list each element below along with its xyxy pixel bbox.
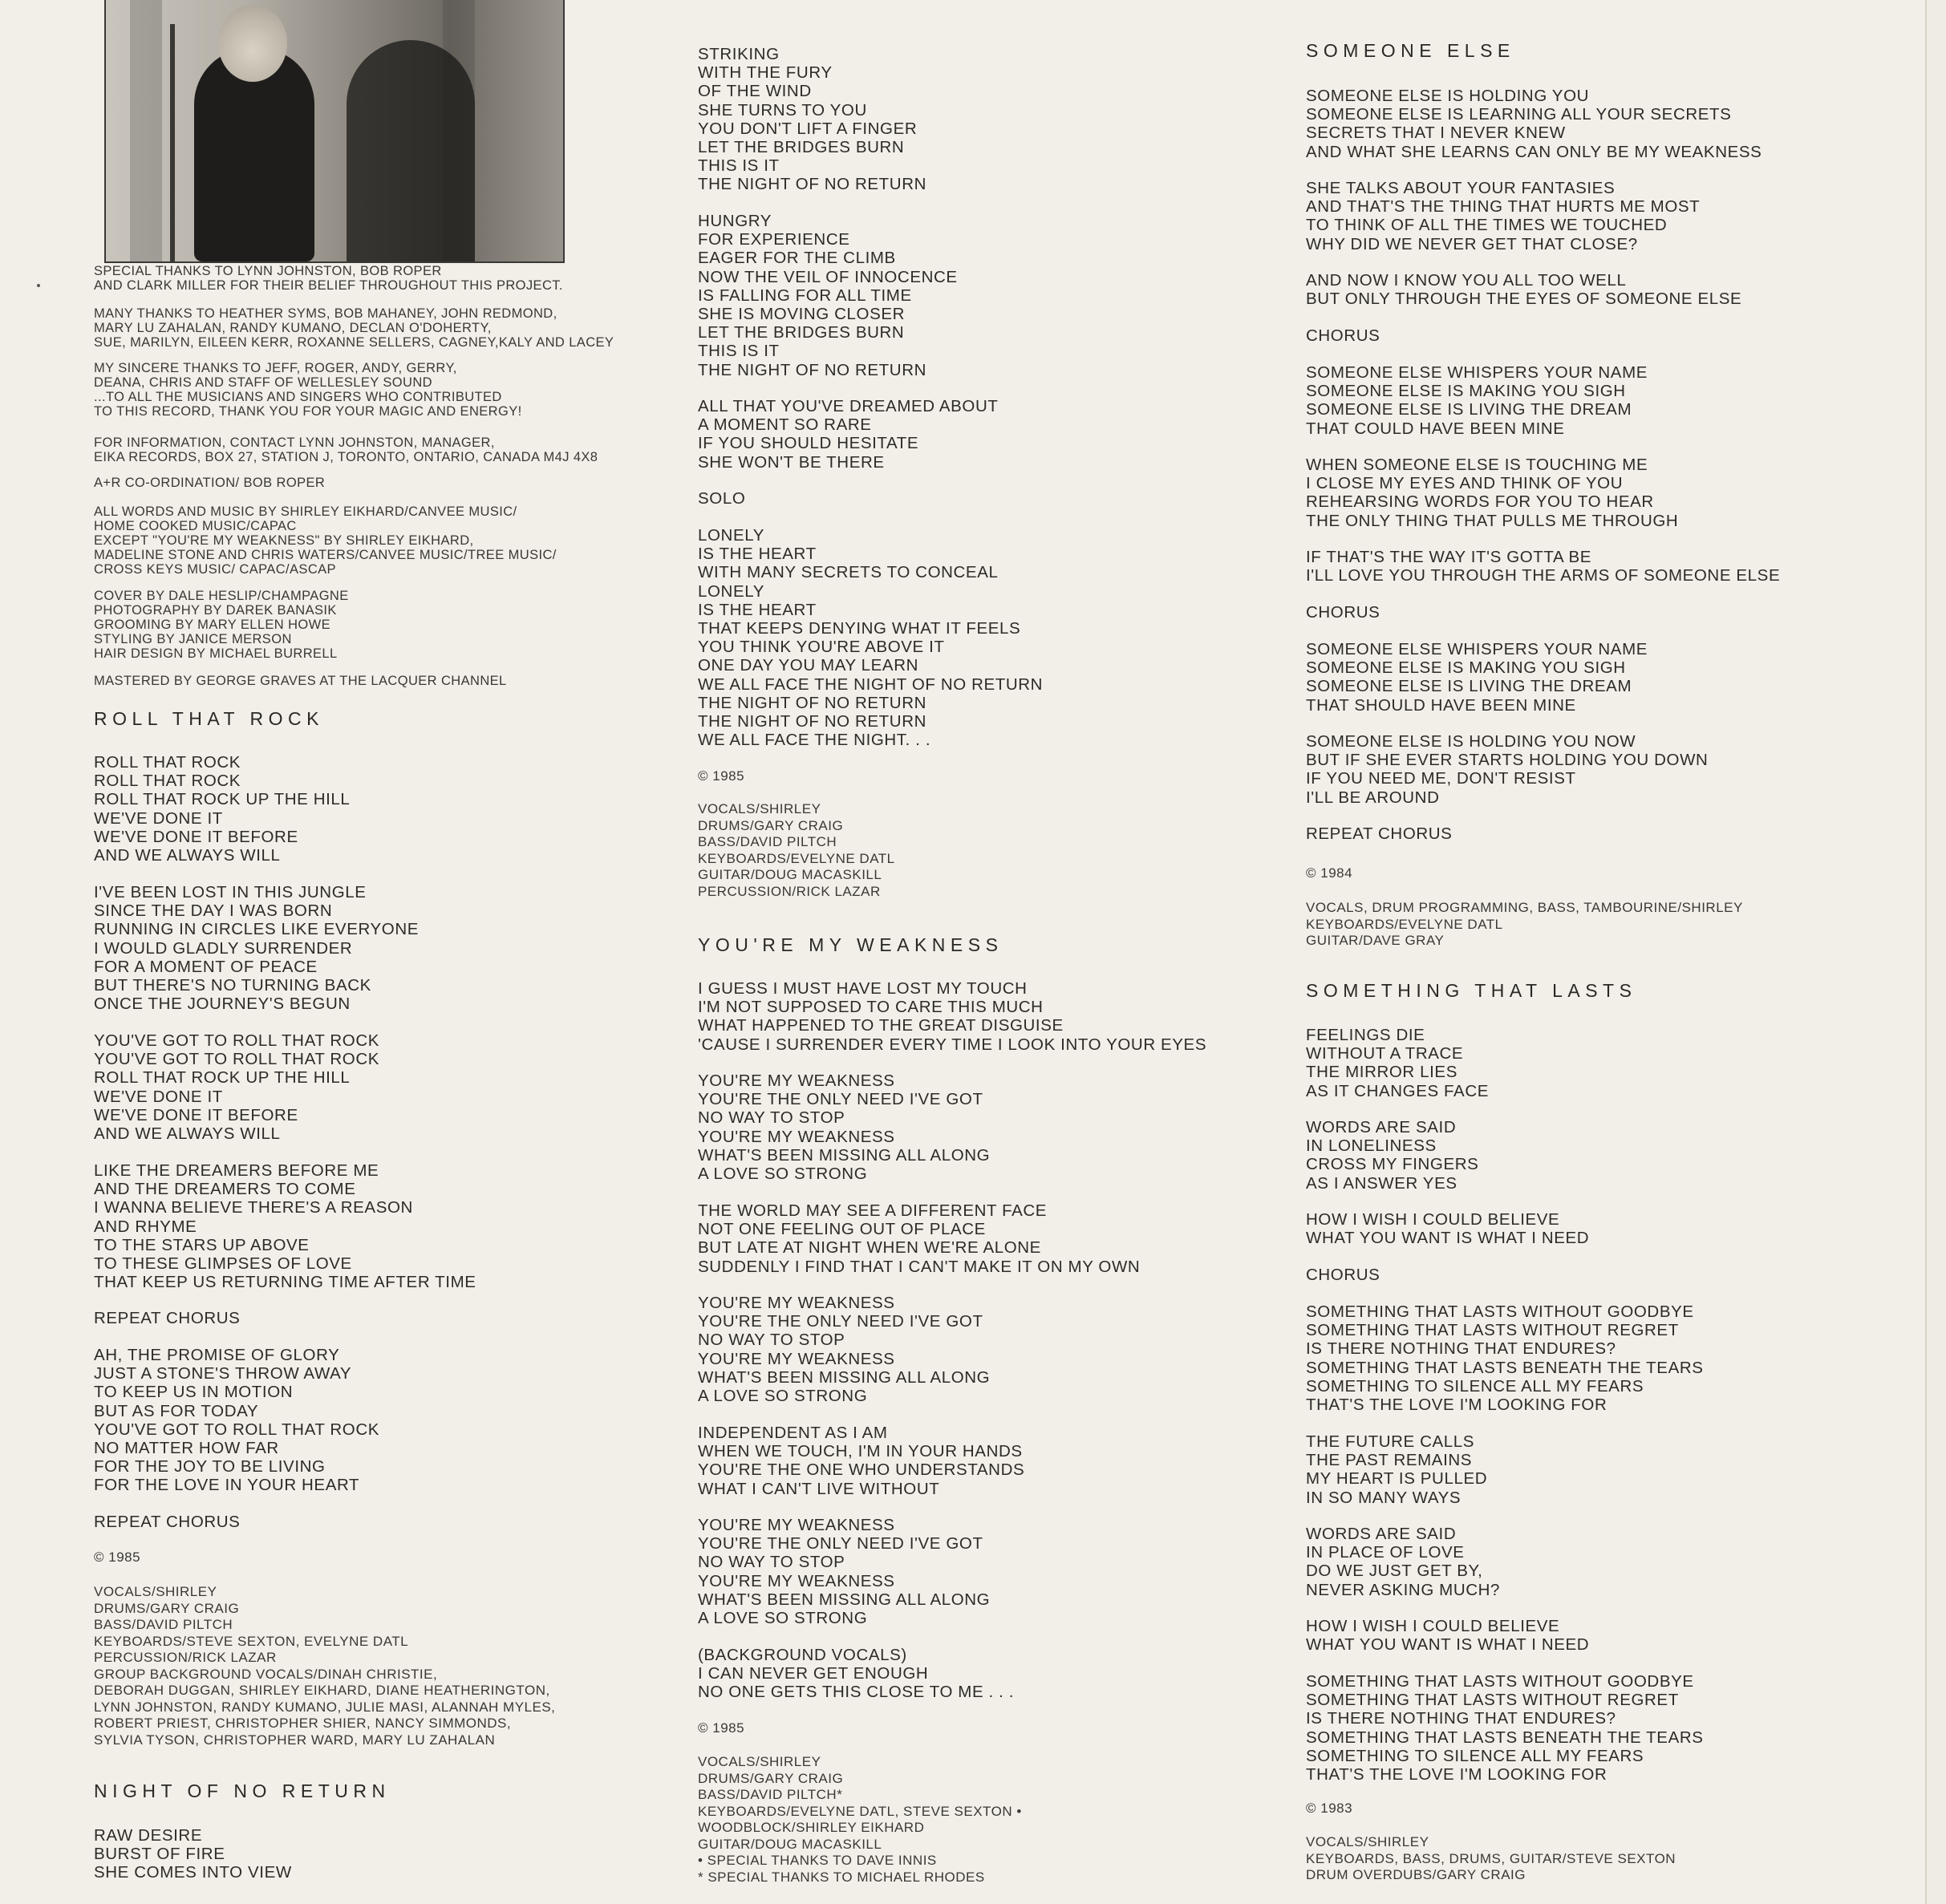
artist-photo xyxy=(104,0,565,263)
someone-else-verse: IF THAT'S THE WAY IT'S GOTTA BE I'LL LOVE YOU THROUGH THE ARMS OF SOMEONE ELSE xyxy=(1306,548,1781,585)
something-that-lasts-verse: SOMETHING THAT LASTS WITHOUT GOODBYE SOMETHING THAT LASTS WITHOUT REGRET IS THERE NOTHING THAT ENDURES? SOMETHING THAT LASTS BENEATH THE TEARS SOMETHING TO SILENCE ALL MY FEARS THAT'S THE LOVE I'M LOOKING FOR xyxy=(1306,1302,1704,1415)
someone-else-verse: SOMEONE ELSE WHISPERS YOUR NAME SOMEONE ELSE IS MAKING YOU SIGH SOMEONE ELSE IS LIVING THE DREAM THAT SHOULD HAVE BEEN MINE xyxy=(1306,640,1648,715)
credits-thanks-2: MANY THANKS TO HEATHER SYMS, BOB MAHANEY, JOHN REDMOND, MARY LU ZAHALAN, RANDY KUMANO, DECLAN O'DOHERTY, SUE, MARILYN, EILEEN KERR, ROXANNE SELLERS, CAGNEY,KALY AND LACEY xyxy=(94,306,614,350)
something-that-lasts-verse: FEELINGS DIE WITHOUT A TRACE THE MIRROR LIES AS IT CHANGES FACE xyxy=(1306,1026,1490,1100)
night-of-no-return-copyright: © 1985 xyxy=(698,768,745,784)
artist-head xyxy=(218,5,287,82)
credits-coordination: A+R CO-ORDINATION/ BOB ROPER xyxy=(94,476,326,490)
night-of-no-return-verse: SOLO xyxy=(698,489,746,508)
roll-that-rock-copyright: © 1985 xyxy=(94,1550,141,1565)
someone-else-verse: SOMEONE ELSE IS HOLDING YOU NOW BUT IF SHE EVER STARTS HOLDING YOU DOWN IF YOU NEED ME, DON'T RESIST I'LL BE AROUND xyxy=(1306,732,1709,807)
night-of-no-return-verse: RAW DESIRE BURST OF FIRE SHE COMES INTO VIEW xyxy=(94,1826,292,1882)
something-that-lasts-verse: HOW I WISH I COULD BELIEVE WHAT YOU WANT IS WHAT I NEED xyxy=(1306,1617,1590,1655)
youre-my-weakness-verse: YOU'RE MY WEAKNESS YOU'RE THE ONLY NEED I'VE GOT NO WAY TO STOP YOU'RE MY WEAKNESS WHAT'S BEEN MISSING ALL ALONG A LOVE SO STRONG xyxy=(698,1072,991,1184)
credits-thanks-1: SPECIAL THANKS TO LYNN JOHNSTON, BOB ROPER AND CLARK MILLER FOR THEIR BELIEF THROUGHOUT THIS PROJECT. xyxy=(94,264,563,293)
roll-that-rock-verse: LIKE THE DREAMERS BEFORE ME AND THE DREAMERS TO COME I WANNA BELIEVE THERE'S A REASON AND RHYME TO THE STARS UP ABOVE TO THESE GLIMPSES OF LOVE THAT KEEP US RETURNING TIME AFTER TIME xyxy=(94,1161,476,1292)
something-that-lasts-copyright: © 1983 xyxy=(1306,1801,1353,1816)
youre-my-weakness-verse: I GUESS I MUST HAVE LOST MY TOUCH I'M NOT SUPPOSED TO CARE THIS MUCH WHAT HAPPENED TO THE GREAT DISGUISE 'CAUSE I SURRENDER EVERY TIME I LOOK INTO YOUR EYES xyxy=(698,979,1207,1054)
someone-else-personnel: VOCALS, DRUM PROGRAMMING, BASS, TAMBOURINE/SHIRLEY KEYBOARDS/EVELYNE DATL GUITAR/DAVE GRAY xyxy=(1306,900,1743,948)
song-title-night-of-no-return: NIGHT OF NO RETURN xyxy=(94,1780,391,1801)
song-title-someone-else: SOMEONE ELSE xyxy=(1306,40,1515,61)
youre-my-weakness-verse: YOU'RE MY WEAKNESS YOU'RE THE ONLY NEED I'VE GOT NO WAY TO STOP YOU'RE MY WEAKNESS WHAT'S BEEN MISSING ALL ALONG A LOVE SO STRONG xyxy=(698,1294,991,1406)
song-title-youre-my-weakness: YOU'RE MY WEAKNESS xyxy=(698,934,1003,955)
something-that-lasts-verse: WORDS ARE SAID IN LONELINESS CROSS MY FINGERS AS I ANSWER YES xyxy=(1306,1118,1479,1193)
mic-stand xyxy=(170,24,175,261)
something-that-lasts-verse: SOMETHING THAT LASTS WITHOUT GOODBYE SOMETHING THAT LASTS WITHOUT REGRET IS THERE NOTHING THAT ENDURES? SOMETHING THAT LASTS BENEATH THE TEARS SOMETHING TO SILENCE ALL MY FEARS THAT'S THE LOVE I'M LOOKING FOR xyxy=(1306,1672,1704,1784)
someone-else-verse: SOMEONE ELSE IS HOLDING YOU SOMEONE ELSE IS LEARNING ALL YOUR SECRETS SECRETS THAT I NEVER KNEW AND WHAT SHE LEARNS CAN ONLY BE MY WEAKNESS xyxy=(1306,87,1762,161)
someone-else-verse: SHE TALKS ABOUT YOUR FANTASIES AND THAT'S THE THING THAT HURTS ME MOST TO THINK OF ALL THE TIMES WE TOUCHED WHY DID WE NEVER GET THAT CLOSE? xyxy=(1306,179,1701,253)
youre-my-weakness-verse: INDEPENDENT AS I AM WHEN WE TOUCH, I'M IN YOUR HANDS YOU'RE THE ONE WHO UNDERSTANDS WHAT I CAN'T LIVE WITHOUT xyxy=(698,1424,1025,1498)
night-of-no-return-verse: STRIKING WITH THE FURY OF THE WIND SHE TURNS TO YOU YOU DON'T LIFT A FINGER LET THE BRIDGES BURN THIS IS IT THE NIGHT OF NO RETURN xyxy=(698,45,927,194)
someone-else-verse: SOMEONE ELSE WHISPERS YOUR NAME SOMEONE ELSE IS MAKING YOU SIGH SOMEONE ELSE IS LIVING THE DREAM THAT COULD HAVE BEEN MINE xyxy=(1306,363,1648,438)
credits-mastered: MASTERED BY GEORGE GRAVES AT THE LACQUER CHANNEL xyxy=(94,674,507,688)
night-of-no-return-personnel: VOCALS/SHIRLEY DRUMS/GARY CRAIG BASS/DAVID PILTCH KEYBOARDS/EVELYNE DATL GUITAR/DOUG MACASKILL PERCUSSION/RICK LAZAR xyxy=(698,801,895,899)
roll-that-rock-personnel: VOCALS/SHIRLEY DRUMS/GARY CRAIG BASS/DAVID PILTCH KEYBOARDS/STEVE SEXTON, EVELYNE DATL PERCUSSION/RICK LAZAR GROUP BACKGROUND VOCALS/DINAH CHRISTIE, DEBORAH DUGGAN, SHIRLEY EIKHARD, DIANE HEATHERINGTON, LYNN JOHNSTON, RANDY KUMANO, JULIE MASI, ALANNAH MYLES, ROBERT PRIEST, CHRISTOPHER SHIER, NANCY SIMMONDS, SYLVIA TYSON, CHRISTOPHER WARD, MARY LU ZAHALAN xyxy=(94,1584,556,1748)
night-of-no-return-verse: ALL THAT YOU'VE DREAMED ABOUT A MOMENT SO RARE IF YOU SHOULD HESITATE SHE WON'T BE THERE xyxy=(698,397,999,472)
song-title-something-that-lasts: SOMETHING THAT LASTS xyxy=(1306,980,1637,1001)
something-that-lasts-verse: HOW I WISH I COULD BELIEVE WHAT YOU WANT IS WHAT I NEED xyxy=(1306,1210,1590,1248)
roll-that-rock-verse: YOU'VE GOT TO ROLL THAT ROCK YOU'VE GOT TO ROLL THAT ROCK ROLL THAT ROCK UP THE HILL WE'VE DONE IT WE'VE DONE IT BEFORE AND WE ALWAYS WILL xyxy=(94,1031,380,1144)
someone-else-verse: WHEN SOMEONE ELSE IS TOUCHING ME I CLOSE MY EYES AND THINK OF YOU REHEARSING WORDS FOR YOU TO HEAR THE ONLY THING THAT PULLS ME THROUGH xyxy=(1306,456,1679,530)
credits-contact: FOR INFORMATION, CONTACT LYNN JOHNSTON, MANAGER, EIKA RECORDS, BOX 27, STATION J, TORONTO, ONTARIO, CANADA M4J 4X8 xyxy=(94,435,598,464)
someone-else-verse: AND NOW I KNOW YOU ALL TOO WELL BUT ONLY THROUGH THE EYES OF SOMEONE ELSE xyxy=(1306,271,1742,309)
youre-my-weakness-verse: THE WORLD MAY SEE A DIFFERENT FACE NOT ONE FEELING OUT OF PLACE BUT LATE AT NIGHT WHEN WE'RE ALONE SUDDENLY I FIND THAT I CAN'T MAKE IT ON MY OWN xyxy=(698,1201,1141,1276)
someone-else-verse: CHORUS xyxy=(1306,326,1380,345)
printed-dot xyxy=(37,284,40,287)
song-title-roll-that-rock: ROLL THAT ROCK xyxy=(94,708,324,729)
someone-else-verse: CHORUS xyxy=(1306,603,1380,622)
credits-words-music: ALL WORDS AND MUSIC BY SHIRLEY EIKHARD/CANVEE MUSIC/ HOME COOKED MUSIC/CAPAC EXCEPT "YOU'RE MY WEAKNESS" BY SHIRLEY EIKHARD, MADELINE STONE AND CHRIS WATERS/CANVEE MUSIC/TREE MUSIC/ CROSS KEYS MUSIC/ CAPAC/ASCAP xyxy=(94,504,557,577)
roll-that-rock-verse: ROLL THAT ROCK ROLL THAT ROCK ROLL THAT ROCK UP THE HILL WE'VE DONE IT WE'VE DONE IT BEFORE AND WE ALWAYS WILL xyxy=(94,753,351,865)
youre-my-weakness-copyright: © 1985 xyxy=(698,1720,745,1736)
credits-thanks-3: MY SINCERE THANKS TO JEFF, ROGER, ANDY, GERRY, DEANA, CHRIS AND STAFF OF WELLESLEY SOUND ...TO ALL THE MUSICIANS AND SINGERS WHO CONTRIBUTED TO THIS RECORD, THANK YOU FOR YOUR MAGIC AND ENERGY! xyxy=(94,361,522,419)
someone-else-copyright: © 1984 xyxy=(1306,865,1353,881)
something-that-lasts-verse: WORDS ARE SAID IN PLACE OF LOVE DO WE JUST GET BY, NEVER ASKING MUCH? xyxy=(1306,1525,1501,1599)
night-of-no-return-verse: LONELY IS THE HEART WITH MANY SECRETS TO CONCEAL LONELY IS THE HEART THAT KEEPS DENYING WHAT IT FEELS YOU THINK YOU'RE ABOVE IT ONE DAY YOU MAY LEARN WE ALL FACE THE NIGHT OF NO RETURN THE NIGHT OF NO RETURN THE NIGHT OF NO RETURN WE ALL FACE THE NIGHT. . . xyxy=(698,526,1044,750)
roll-that-rock-verse: REPEAT CHORUS xyxy=(94,1513,241,1531)
night-of-no-return-verse: HUNGRY FOR EXPERIENCE EAGER FOR THE CLIMB NOW THE VEIL OF INNOCENCE IS FALLING FOR ALL TIME SHE IS MOVING CLOSER LET THE BRIDGES BURN THIS IS IT THE NIGHT OF NO RETURN xyxy=(698,212,958,379)
roll-that-rock-verse: I'VE BEEN LOST IN THIS JUNGLE SINCE THE DAY I WAS BORN RUNNING IN CIRCLES LIKE EVERYONE I WOULD GLADLY SURRENDER FOR A MOMENT OF PEACE BUT THERE'S NO TURNING BACK ONCE THE JOURNEY'S BEGUN xyxy=(94,883,419,1014)
youre-my-weakness-verse: (BACKGROUND VOCALS) I CAN NEVER GET ENOUGH NO ONE GETS THIS CLOSE TO ME . . . xyxy=(698,1646,1015,1702)
roll-that-rock-verse: AH, THE PROMISE OF GLORY JUST A STONE'S THROW AWAY TO KEEP US IN MOTION BUT AS FOR TODAY YOU'VE GOT TO ROLL THAT ROCK NO MATTER HOW FAR FOR THE JOY TO BE LIVING FOR THE LOVE IN YOUR HEART xyxy=(94,1346,380,1495)
youre-my-weakness-personnel: VOCALS/SHIRLEY DRUMS/GARY CRAIG BASS/DAVID PILTCH* KEYBOARDS/EVELYNE DATL, STEVE SEXTON • WOODBLOCK/SHIRLEY EIKHARD GUITAR/DOUG MACASKILL • SPECIAL THANKS TO DAVE INNIS * SPECIAL THANKS TO MICHAEL RHODES xyxy=(698,1754,1022,1885)
curtain-fold xyxy=(130,0,162,261)
something-that-lasts-verse: CHORUS xyxy=(1306,1266,1380,1284)
something-that-lasts-verse: THE FUTURE CALLS THE PAST REMAINS MY HEART IS PULLED IN SO MANY WAYS xyxy=(1306,1432,1488,1507)
youre-my-weakness-verse: YOU'RE MY WEAKNESS YOU'RE THE ONLY NEED I'VE GOT NO WAY TO STOP YOU'RE MY WEAKNESS WHAT'S BEEN MISSING ALL ALONG A LOVE SO STRONG xyxy=(698,1516,991,1628)
shadow-figure xyxy=(347,40,475,261)
something-that-lasts-personnel: VOCALS/SHIRLEY KEYBOARDS, BASS, DRUMS, GUITAR/STEVE SEXTON DRUM OVERDUBS/GARY CRAIG xyxy=(1306,1834,1676,1882)
roll-that-rock-verse: REPEAT CHORUS xyxy=(94,1309,241,1327)
credits-design: COVER BY DALE HESLIP/CHAMPAGNE PHOTOGRAPHY BY DAREK BANASIK GROOMING BY MARY ELLEN HOWE STYLING BY JANICE MERSON HAIR DESIGN BY MICHAEL BURRELL xyxy=(94,589,349,661)
someone-else-verse: REPEAT CHORUS xyxy=(1306,824,1453,843)
